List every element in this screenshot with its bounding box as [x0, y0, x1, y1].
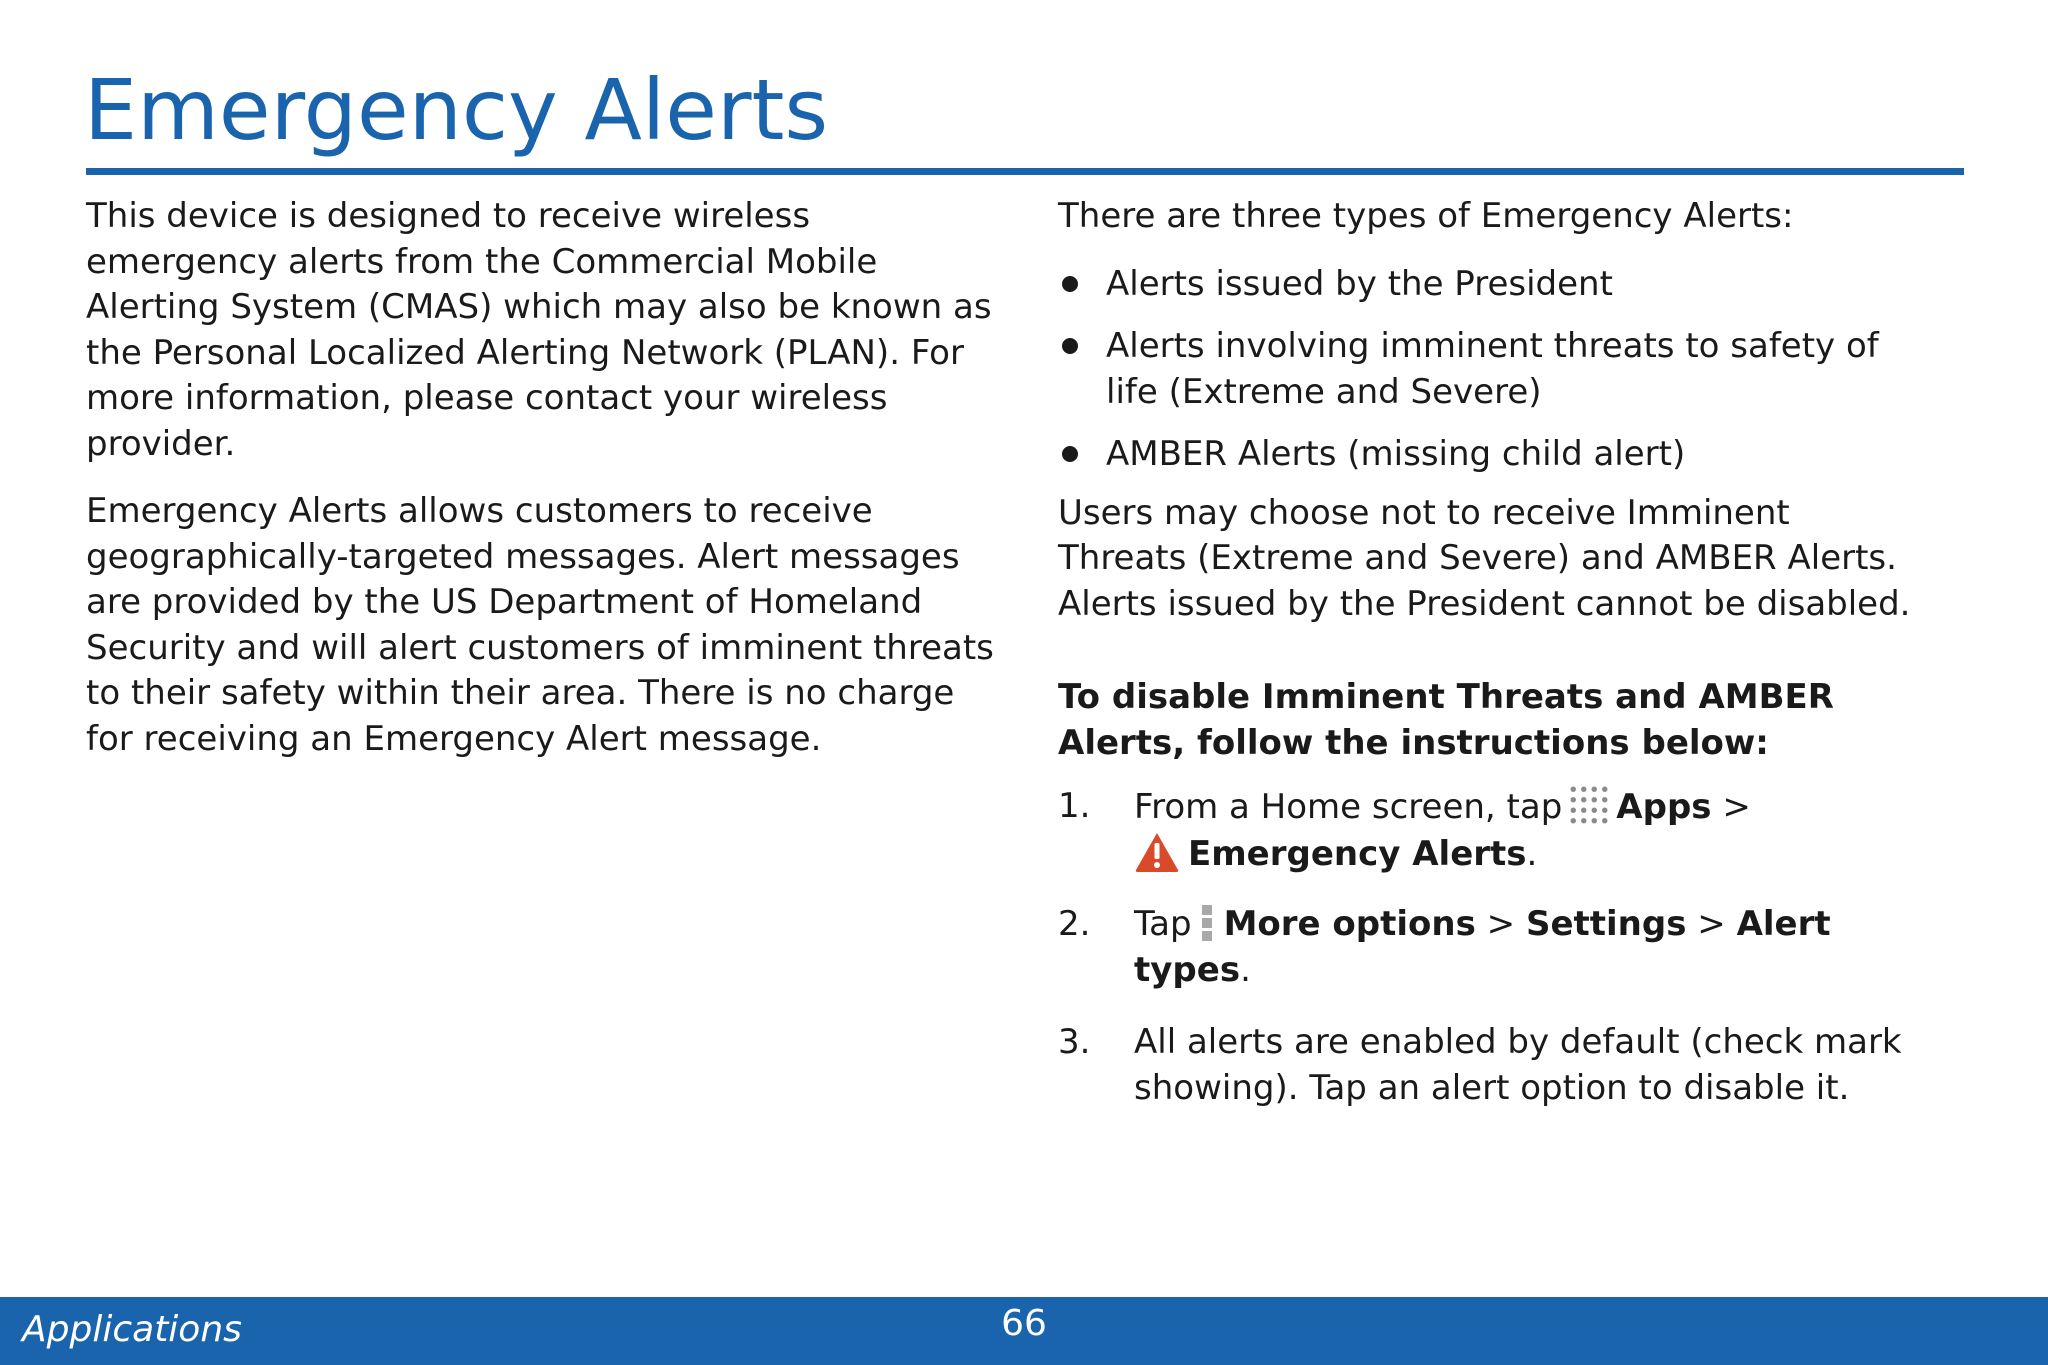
title-divider [86, 168, 1964, 175]
instructions-heading: To disable Imminent Threats and AMBER Alerts, follow the instructions below: [1058, 677, 1834, 763]
bullet-icon [1062, 338, 1078, 354]
description-paragraph: Emergency Alerts allows customers to receive geographically-targeted messages. Alert messages are provided by the US Department of Homeland Security and will alert customers of imminent threats to their safety within their area. There is no charge for receiving an Emergency Alert message. [86, 491, 994, 759]
page-number: 66 [1001, 1303, 1047, 1344]
disable-note: Users may choose not to receive Imminent Threats (Extreme and Severe) and AMBER Alerts. Alerts issued by the President cannot be disabled. [1058, 492, 1911, 624]
footer-bar [0, 1297, 2048, 1365]
step-number: 1. [1058, 786, 1091, 826]
footer-section-title: Applications [22, 1309, 242, 1350]
alert-types-list [1058, 262, 1918, 478]
warning-triangle-icon [1134, 831, 1180, 873]
settings-label: Settings [1525, 904, 1687, 944]
apps-grid-icon [1568, 784, 1610, 826]
alert-types-intro: There are three types of Emergency Alerts: [1058, 196, 1794, 236]
left-column [86, 194, 1006, 762]
step-number: 2. [1058, 904, 1091, 944]
more-options-label: More options [1223, 904, 1476, 944]
intro-paragraph: This device is designed to receive wireless emergency alerts from the Commercial Mobile Alerting System (CMAS) which may also be known as the Personal Localized Alerting Network (PLAN). For more information, please contact your wireless provider. [86, 196, 992, 464]
step-number: 3. [1058, 1022, 1091, 1062]
right-column [1058, 194, 1918, 1136]
emergency-alerts-label: Emergency Alerts [1188, 833, 1527, 874]
instruction-steps [1058, 784, 1918, 1111]
alert-types-label: Alert types [1134, 904, 1831, 990]
apps-label: Apps [1616, 787, 1712, 827]
step-item: 1. From a Home screen, tap Apps > Emergency Alerts. [1058, 786, 1751, 874]
bullet-icon [1062, 276, 1078, 292]
list-item: Alerts issued by the President [1058, 262, 1918, 308]
list-item: AMBER Alerts (missing child alert) [1058, 432, 1918, 478]
bullet-icon [1062, 446, 1078, 462]
more-options-icon [1200, 903, 1214, 943]
page-title: Emergency Alerts [84, 61, 829, 159]
list-item: Alerts involving imminent threats to safety of life (Extreme and Severe) [1058, 324, 1918, 415]
step-item: 2. Tap More options > Settings > Alert types. [1058, 904, 1831, 990]
step-item: 3. All alerts are enabled by default (check mark showing). Tap an alert option to disable it. [1058, 1022, 1902, 1108]
